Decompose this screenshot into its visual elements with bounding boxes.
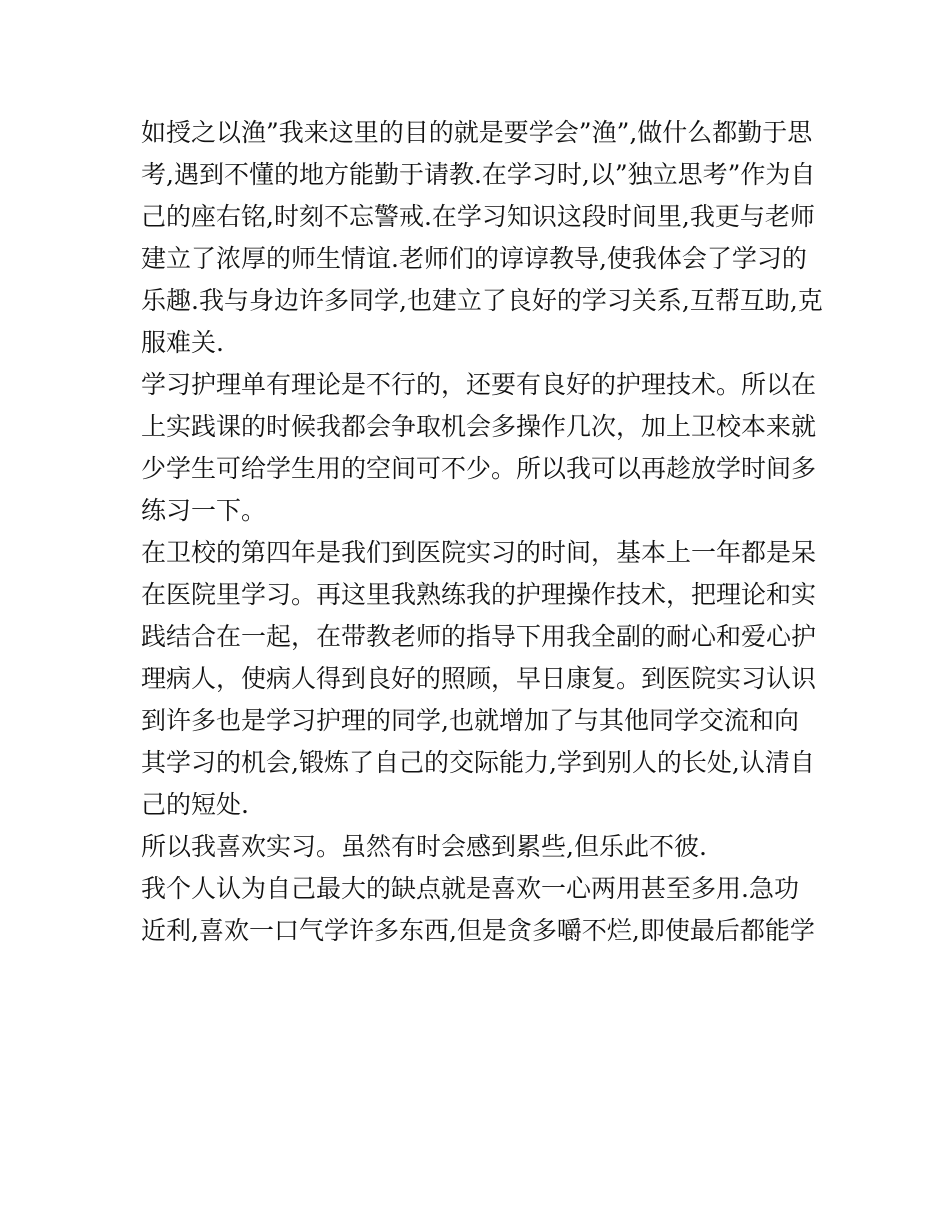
text-line: 践结合在一起，在带教老师的指导下用我全副的耐心和爱心护 — [141, 622, 817, 651]
text-line: 考,遇到不懂的地方能勤于请教.在学习时,以”独立思考”作为自 — [141, 160, 816, 189]
text-line: 服难关. — [141, 328, 224, 357]
text-line: 如授之以渔”我来这里的目的就是要学会”渔”,做什么都勤于思 — [141, 118, 813, 147]
text-line: 上实践课的时候我都会争取机会多操作几次，加上卫校本来就 — [141, 412, 817, 441]
text-line: 学习护理单有理论是不行的，还要有良好的护理技术。所以在 — [141, 370, 817, 399]
text-line: 我个人认为自己最大的缺点就是喜欢一心两用甚至多用.急功 — [141, 874, 799, 903]
text-line: 己的短处. — [141, 790, 249, 819]
text-line: 在卫校的第四年是我们到医院实习的时间，基本上一年都是呆 — [141, 538, 817, 567]
text-line: 到许多也是学习护理的同学,也就增加了与其他同学交流和向 — [141, 706, 799, 735]
text-line: 乐趣.我与身边许多同学,也建立了良好的学习关系,互帮互助,克 — [141, 286, 823, 315]
text-line: 己的座右铭,时刻不忘警戒.在学习知识这段时间里,我更与老师 — [141, 202, 815, 231]
text-line: 练习一下。 — [141, 496, 267, 525]
text-line: 近利,喜欢一口气学许多东西,但是贪多嚼不烂,即使最后都能学 — [141, 916, 815, 945]
text-line: 在医院里学习。再这里我熟练我的护理操作技术，把理论和实 — [141, 580, 817, 609]
text-line: 理病人，使病人得到良好的照顾，早日康复。到医院实习认识 — [141, 664, 817, 693]
text-line: 建立了浓厚的师生情谊.老师们的谆谆教导,使我体会了学习的 — [141, 244, 807, 273]
text-line: 其学习的机会,锻炼了自己的交际能力,学到别人的长处,认清自 — [141, 748, 815, 777]
text-line: 所以我喜欢实习。虽然有时会感到累些,但乐此不彼. — [141, 832, 707, 861]
text-line: 少学生可给学生用的空间可不少。所以我可以再趁放学时间多 — [141, 454, 817, 483]
body-text — [141, 112, 821, 952]
